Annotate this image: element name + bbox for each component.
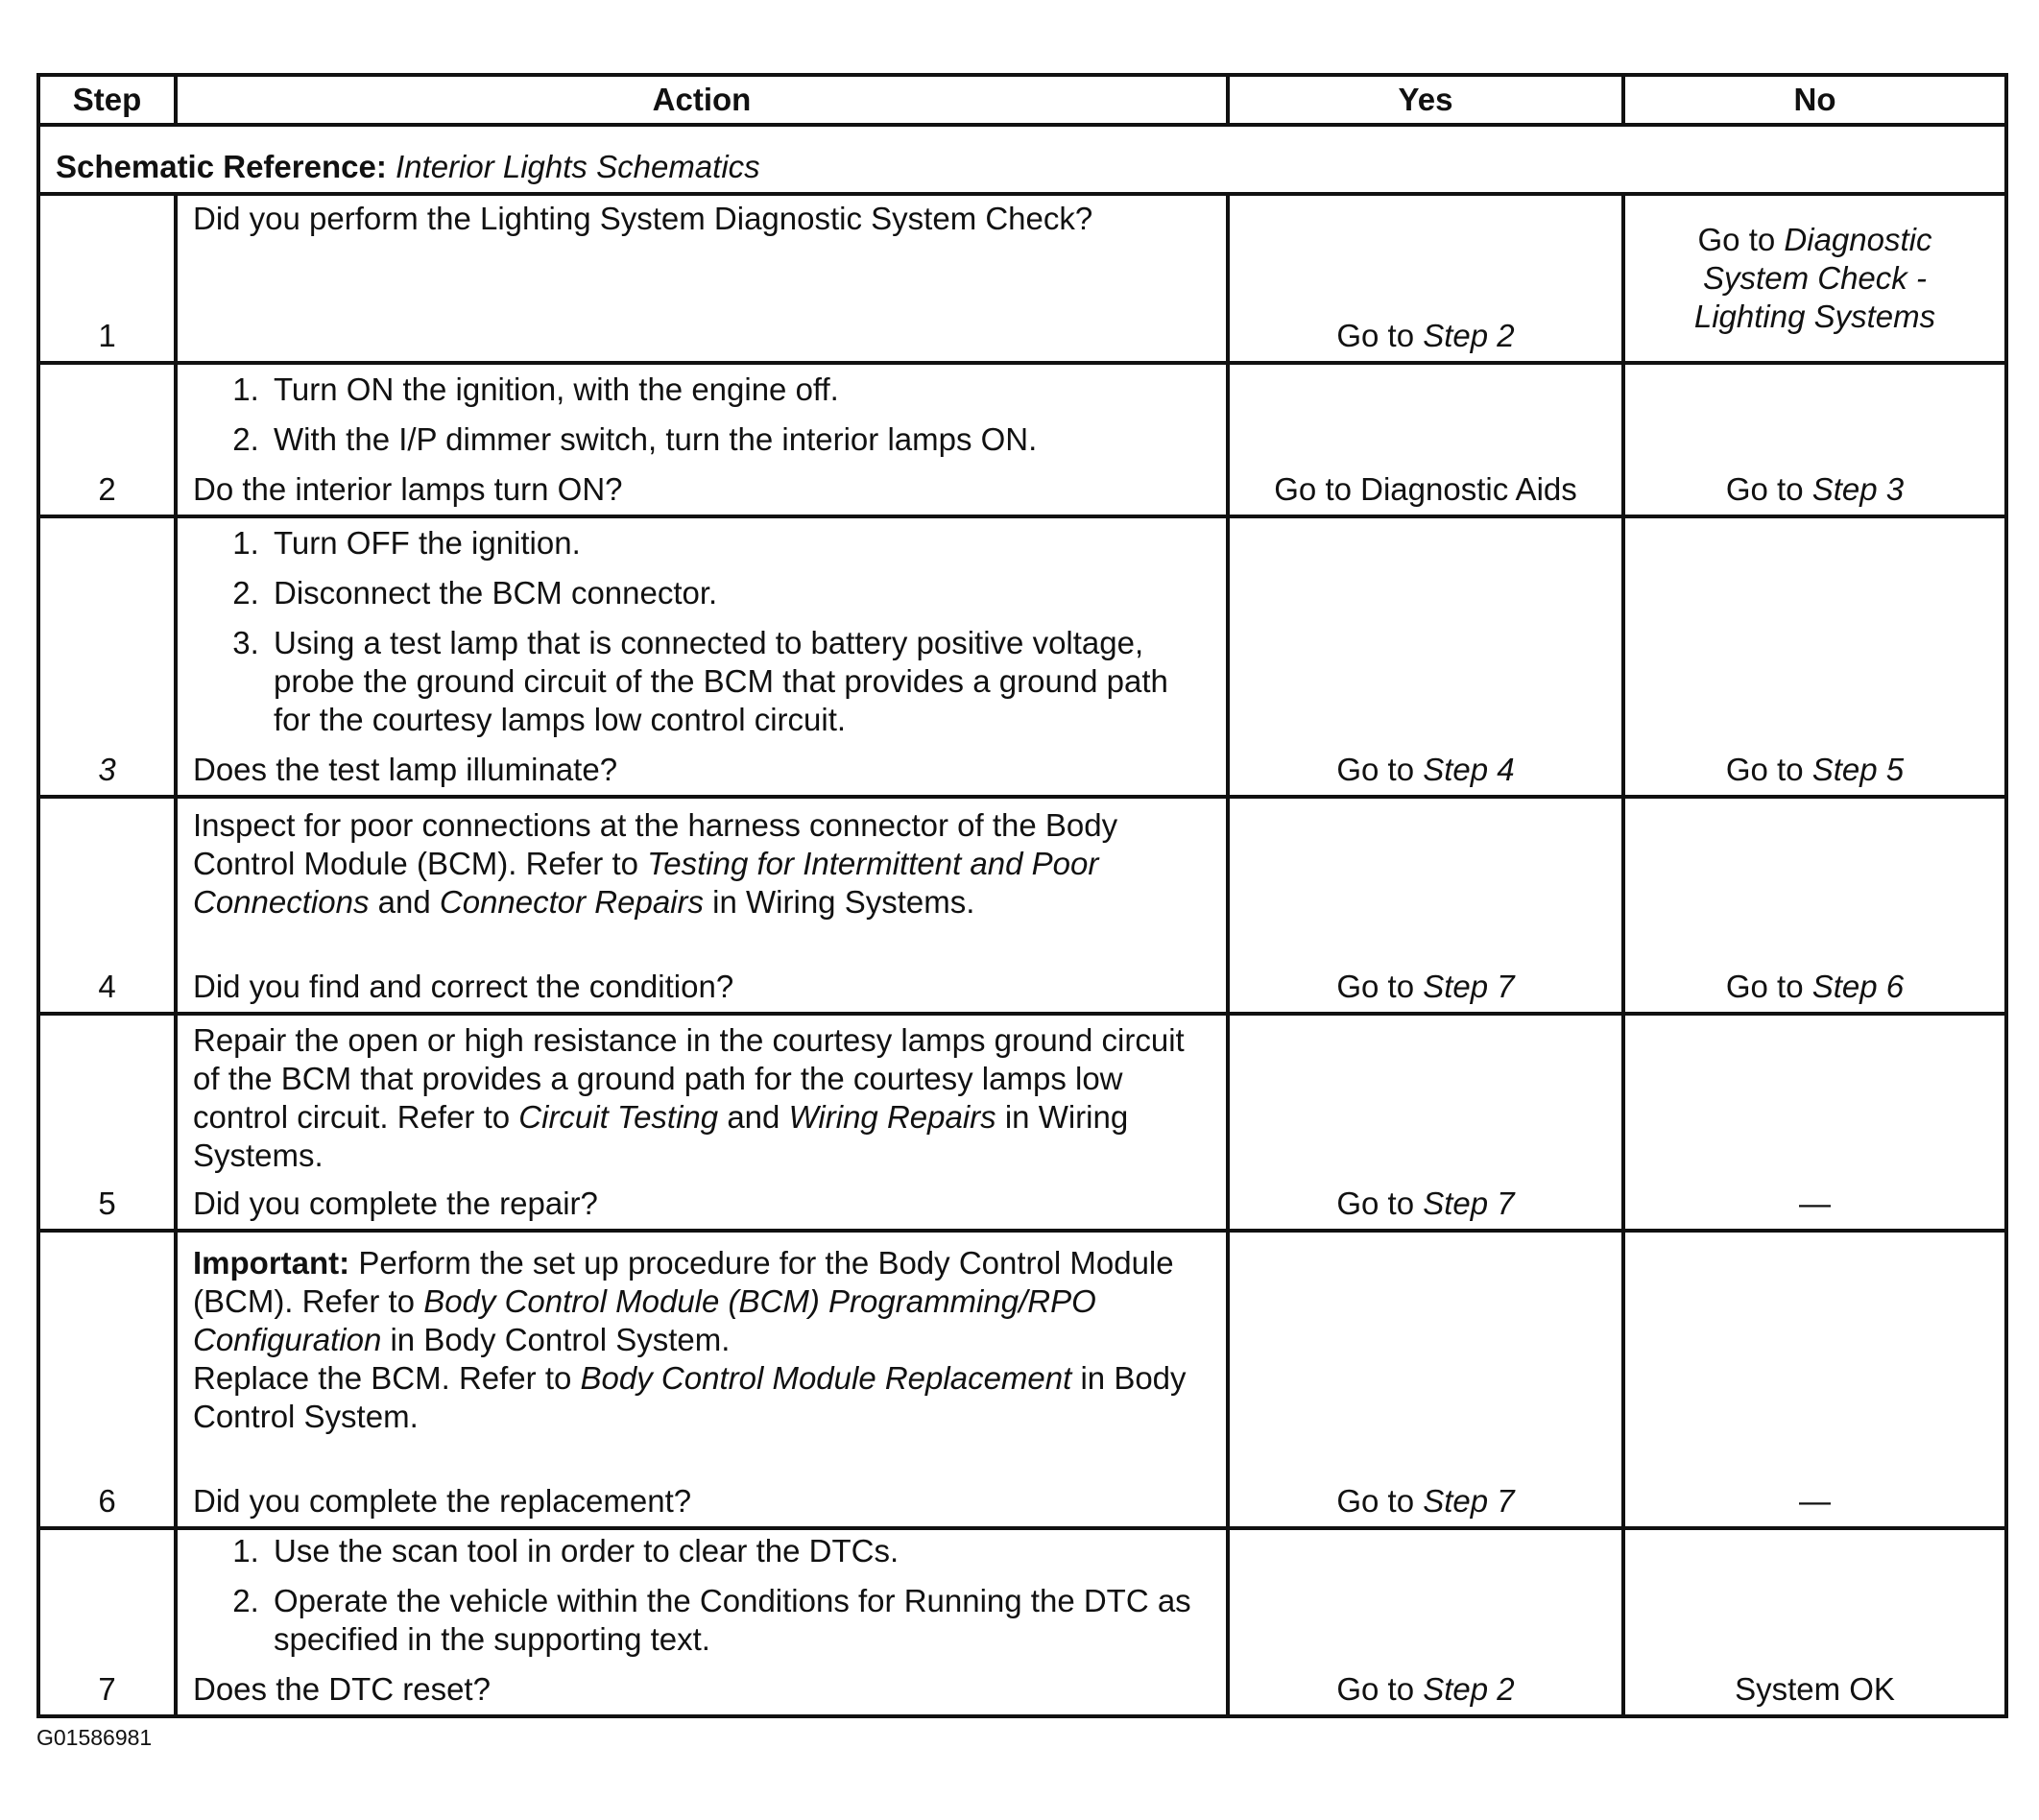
no-cell: [1623, 363, 2006, 516]
action-cell: [176, 1014, 1228, 1231]
action-text: Replace the BCM. Refer to: [193, 1360, 581, 1396]
yes-cell: [1228, 1528, 1623, 1716]
action-text: Inspect for poor connections at the harness connector of the Body Control Module (BCM). Refer to: [193, 807, 1118, 881]
step-number: 4: [38, 797, 176, 1014]
yes-cell: [1228, 363, 1623, 516]
schematic-label: Schematic Reference:: [56, 149, 387, 184]
header-action: Action: [176, 75, 1228, 125]
step-number: 7: [38, 1528, 176, 1716]
question-text: Did you complete the replacement?: [193, 1483, 692, 1519]
no-cell: [1623, 1014, 2006, 1231]
no-cell: [1623, 1231, 2006, 1528]
step-row-1: [38, 194, 2006, 363]
no-prefix: Go to: [1725, 752, 1812, 787]
yes-cell: [1228, 1014, 1623, 1231]
yes-prefix: Go to: [1336, 1185, 1424, 1221]
step-number: 3: [38, 516, 176, 797]
reference-link[interactable]: Body Control Module (BCM) Programming/RPO Configuration: [193, 1283, 1096, 1357]
no-text: System OK: [1735, 1671, 1895, 1707]
instruction-item: 1. Turn OFF the ignition.: [268, 524, 1211, 563]
yes-prefix: Go to: [1336, 1483, 1424, 1519]
yes-prefix: Go to: [1336, 752, 1424, 787]
yes-cell: [1228, 516, 1623, 797]
header-row: [38, 75, 2006, 125]
step-row-7: [38, 1528, 2006, 1716]
step-row-2: [38, 363, 2006, 516]
schematic-link[interactable]: Interior Lights Schematics: [396, 149, 760, 184]
action-text: in Body Control System.: [193, 1360, 1187, 1434]
instruction-list: [193, 371, 1211, 459]
figure-code: G01586981: [36, 1725, 153, 1750]
question-text: Did you perform the Lighting System Diagnostic System Check?: [193, 201, 1093, 236]
yes-cell: [1228, 1231, 1623, 1528]
no-prefix: Go to: [1725, 969, 1812, 1004]
question-text: Did you find and correct the condition?: [193, 969, 734, 1004]
question-text: Does the DTC reset?: [193, 1671, 491, 1707]
yes-text[interactable]: Go to Diagnostic Aids: [1274, 471, 1577, 507]
action-text: Perform the set up procedure for the Body Control Module (BCM). Refer to: [193, 1245, 1174, 1319]
step-row-4: [38, 797, 2006, 1014]
yes-cell: [1228, 797, 1623, 1014]
reference-link[interactable]: Connector Repairs: [439, 884, 704, 920]
instruction-list: [193, 524, 1211, 739]
schematic-row: [38, 125, 2006, 194]
instruction-item: 2. Disconnect the BCM connector.: [268, 574, 1211, 612]
action-cell: [176, 1528, 1228, 1716]
action-text: in Body Control System.: [381, 1322, 731, 1357]
question-text: Do the interior lamps turn ON?: [193, 471, 623, 507]
action-paragraph: [193, 1359, 1211, 1436]
yes-step-link[interactable]: Step 2: [1423, 1671, 1515, 1707]
header-step: Step: [38, 75, 176, 125]
step-number: 6: [38, 1231, 176, 1528]
header-no: No: [1623, 75, 2006, 125]
reference-link[interactable]: Wiring Repairs: [788, 1099, 996, 1135]
no-cell: [1623, 1528, 2006, 1716]
yes-prefix: Go to: [1336, 969, 1424, 1004]
yes-prefix: Go to: [1336, 1671, 1424, 1707]
action-text: in Wiring Systems.: [193, 1099, 1129, 1173]
no-step-link[interactable]: Step 3: [1811, 471, 1905, 507]
action-text: and: [718, 1099, 789, 1135]
action-cell: [176, 363, 1228, 516]
action-text: Repair the open or high resistance in the courtesy lamps ground circuit of the BCM that provides a ground path for the courtesy lamps low control circuit. Refer to: [193, 1022, 1185, 1135]
schematic-reference: [38, 125, 2006, 194]
instruction-item: 2. With the I/P dimmer switch, turn the interior lamps ON.: [268, 420, 1211, 459]
yes-prefix: Go to: [1336, 318, 1424, 353]
instruction-item: 3. Using a test lamp that is connected to battery positive voltage, probe the ground circuit of the BCM that provides a ground path for the courtesy lamps low control circuit.: [268, 624, 1211, 739]
question-text: Does the test lamp illuminate?: [193, 752, 618, 787]
no-cell: [1623, 194, 2006, 363]
step-number: 1: [38, 194, 176, 363]
yes-step-link[interactable]: Step 7: [1423, 969, 1515, 1004]
instruction-item: 1. Use the scan tool in order to clear the DTCs.: [268, 1532, 1211, 1570]
reference-link[interactable]: Circuit Testing: [518, 1099, 719, 1135]
step-row-3: [38, 516, 2006, 797]
no-step-link[interactable]: Diagnostic System Check - Lighting Systems: [1693, 222, 1936, 334]
instruction-item: 2. Operate the vehicle within the Conditions for Running the DTC as specified in the supporting text.: [268, 1582, 1211, 1659]
action-cell: [176, 194, 1228, 363]
instruction-item: 1. Turn ON the ignition, with the engine off.: [268, 371, 1211, 409]
no-text: —: [1799, 1483, 1831, 1519]
action-text: and: [369, 884, 440, 920]
yes-step-link[interactable]: Step 7: [1423, 1483, 1515, 1519]
step-number: 2: [38, 363, 176, 516]
yes-step-link[interactable]: Step 2: [1423, 318, 1515, 353]
no-prefix: Go to: [1697, 222, 1785, 257]
no-prefix: Go to: [1725, 471, 1812, 507]
action-cell: [176, 797, 1228, 1014]
no-step-link[interactable]: Step 5: [1811, 752, 1905, 787]
yes-cell: [1228, 194, 1623, 363]
no-text: —: [1799, 1185, 1831, 1221]
action-cell: [176, 516, 1228, 797]
diagnostic-table: [36, 73, 2008, 1718]
important-label: Important:: [193, 1245, 350, 1281]
step-row-5: [38, 1014, 2006, 1231]
no-step-link[interactable]: Step 6: [1811, 969, 1905, 1004]
no-cell: [1623, 516, 2006, 797]
no-cell: [1623, 797, 2006, 1014]
instruction-list: [193, 1532, 1211, 1659]
header-yes: Yes: [1228, 75, 1623, 125]
action-cell: [176, 1231, 1228, 1528]
step-row-6: [38, 1231, 2006, 1528]
action-text: in Wiring Systems.: [704, 884, 975, 920]
yes-step-link[interactable]: Step 7: [1423, 1185, 1515, 1221]
step-number: 5: [38, 1014, 176, 1231]
reference-link[interactable]: Testing for Intermittent and Poor Connections: [193, 846, 1099, 920]
question-text: Did you complete the repair?: [193, 1185, 598, 1221]
reference-link[interactable]: Body Control Module Replacement: [580, 1360, 1072, 1396]
yes-step-link[interactable]: Step 4: [1423, 752, 1515, 787]
